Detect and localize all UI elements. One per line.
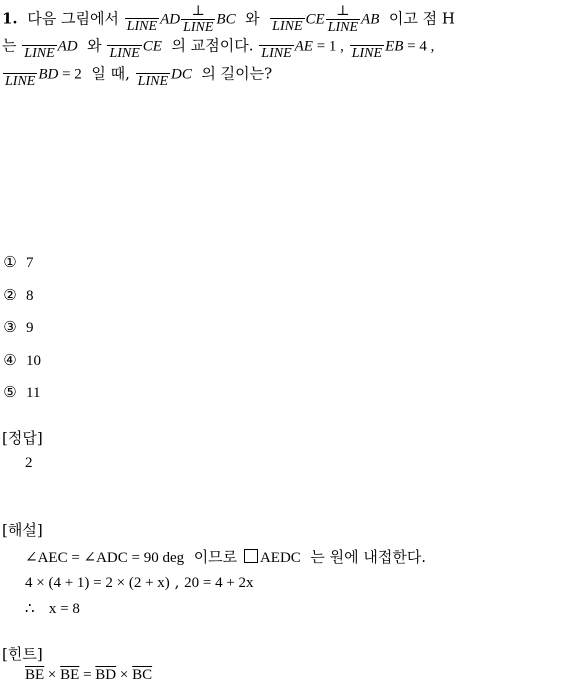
answer-value: 2 [25, 455, 33, 471]
option-value: 7 [26, 255, 34, 271]
explanation-line-1: ∠AEC = ∠ADC = 90 deg 이므로 AEDC 는 원에 내접한다. [25, 548, 427, 566]
fraction: LINE [107, 32, 141, 61]
fraction: LINE [350, 32, 384, 61]
option-1[interactable] [2, 253, 34, 272]
fraction: LINE [3, 60, 37, 89]
hint-formula: $\overline{BE} \times \overline{BE} = \overline{BD} \times \overline{BC}$ [25, 667, 153, 683]
circled-number: ④ [3, 351, 17, 369]
circled-number: ② [3, 286, 17, 304]
explanation-line-3: ∴ x = 8 [25, 601, 80, 617]
question-text: 다음 그림에서 [27, 9, 119, 28]
fraction: LINE [259, 32, 293, 61]
fraction: LINE [22, 32, 56, 61]
question-number: 1. [2, 9, 18, 28]
circled-number: ⑤ [3, 383, 17, 401]
option-value: 11 [26, 385, 41, 401]
option-4[interactable] [2, 351, 41, 370]
fraction: $\frac{\perp}{\text{LINE}}$ [327, 3, 359, 35]
option-value: 8 [26, 288, 34, 304]
explanation-label: [해설] [2, 521, 43, 539]
option-2[interactable] [2, 286, 34, 305]
square-symbol [244, 549, 258, 563]
question-line-1: 1. 다음 그림에서 LINE AD $\frac{\perp}{\text{LINE}}$ BC 와 LINE CE $\frac{\perp}{\text{LINE}}$ AB 이고 점 H [2, 3, 455, 35]
circled-number: ① [3, 253, 17, 271]
hint-label: [힌트] [2, 645, 43, 663]
fraction: LINE [270, 5, 304, 34]
circled-number: ③ [3, 318, 17, 336]
question-line-3: LINE BD = 2 일 때, LINE DC 의 길이는? [2, 60, 272, 86]
fraction: $\frac{\perp}{\text{LINE}}$ [183, 3, 214, 35]
option-value: 9 [26, 320, 34, 336]
option-3[interactable] [2, 318, 34, 337]
explanation-line-2: 4 × (4 + 1) = 2 × (2 + x) , 20 = 4 + 2x [25, 573, 254, 591]
fraction: LINE [136, 60, 170, 89]
answer-label: [정답] [2, 429, 43, 447]
therefore-symbol: ∴ [25, 601, 35, 617]
option-value: 10 [26, 353, 41, 369]
option-5[interactable] [2, 383, 40, 402]
question-line-2: 는 LINE AD 와 LINE CE 의 교점이다. LINE AE = 1 , LINE EB = 4 , [2, 32, 434, 58]
fraction: LINE [125, 5, 159, 34]
